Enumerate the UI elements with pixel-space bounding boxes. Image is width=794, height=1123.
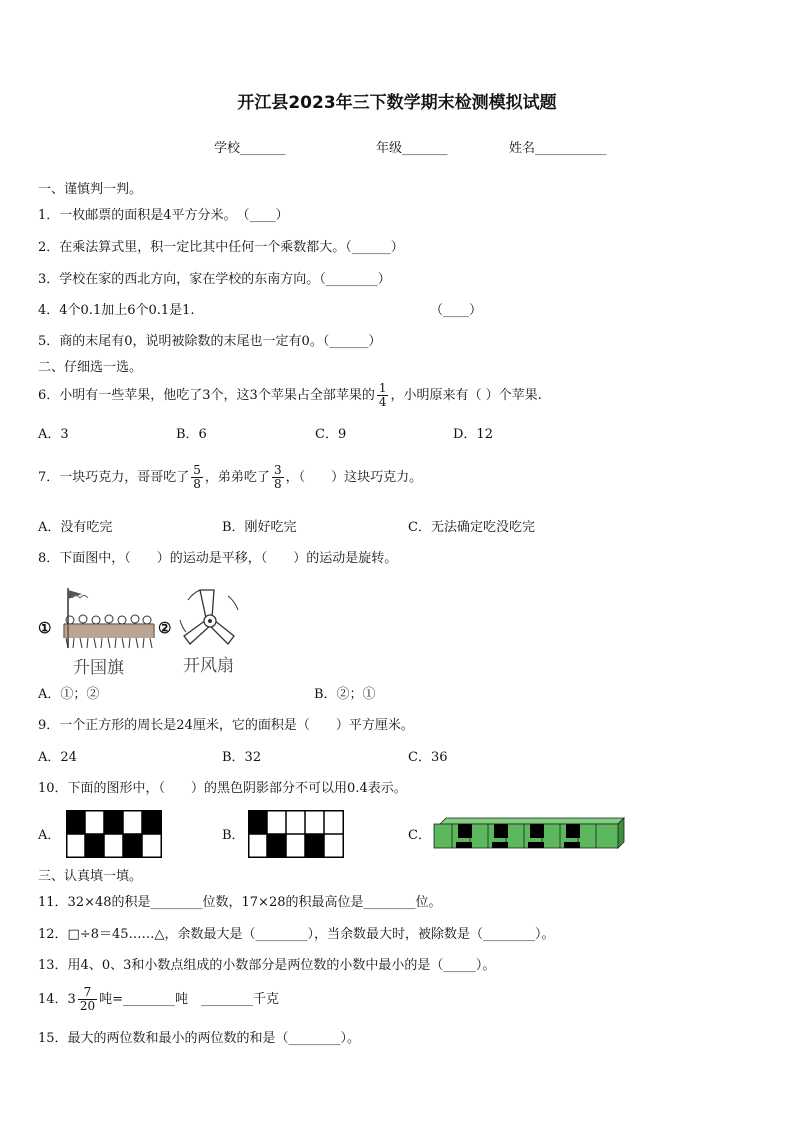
question-6-text-end: ，小明原来有（ ）个苹果.	[390, 388, 542, 403]
question-11: 11．32×48的积是________位数，17×28的积最高位是________位。	[38, 895, 442, 910]
question-7-text-mid: ，弟弟吃了	[204, 470, 270, 485]
section-3-heading: 三、认真填一填。	[38, 869, 143, 884]
question-4-blank: （____）	[430, 303, 483, 318]
option-c[interactable]: C．36	[408, 750, 448, 765]
option-b[interactable]: B．刚好吃完	[222, 520, 297, 535]
option-c[interactable]: C．9	[315, 427, 347, 442]
fan-image	[176, 584, 242, 650]
question-12: 12．□÷8＝45……△，余数最大是（________），当余数最大时，被除数是（________）。	[38, 927, 555, 942]
figure-1-caption: 升国旗	[73, 658, 124, 678]
fraction-three-eighths: $\frac{3}{8}$	[273, 463, 282, 491]
option-d[interactable]: D．12	[453, 427, 493, 442]
question-10: 10．下面的图形中，（ ）的黑色阴影部分不可以用0.4表示。	[38, 781, 407, 796]
figure-1-marker: ①	[38, 619, 52, 637]
question-3: 3．学校在家的西北方向，家在学校的东南方向。（________）	[38, 272, 391, 287]
grade-field[interactable]: 年级_______	[376, 141, 448, 156]
option-a[interactable]: A．①；②	[38, 687, 100, 702]
section-2-heading: 二、仔细选一选。	[38, 360, 143, 375]
option-b[interactable]: B．6	[176, 427, 207, 442]
question-7	[38, 464, 422, 491]
page-title: 开江县2023年三下数学期末检测模拟试题	[237, 93, 557, 113]
option-a[interactable]: A．没有吃完	[38, 520, 113, 535]
question-2: 2．在乘法算式里，积一定比其中任何一个乘数都大。（______）	[38, 240, 404, 255]
figure-2-marker: ②	[158, 619, 172, 637]
flag-raising-image	[56, 586, 156, 652]
question-8: 8．下面图中，（ ）的运动是平移，（ ）的运动是旋转。	[38, 551, 398, 566]
option-c[interactable]: C．无法确定吃没吃完	[408, 520, 535, 535]
option-b[interactable]: B．32	[222, 750, 262, 765]
option-a-grid	[66, 810, 162, 858]
question-15: 15．最大的两位数和最小的两位数的和是（________）。	[38, 1031, 361, 1046]
question-6-text: 6．小明有一些苹果，他吃了3个，这3个苹果占全部苹果的	[38, 388, 375, 403]
figure-2-caption: 开风扇	[183, 656, 234, 676]
option-a[interactable]: A．3	[38, 427, 69, 442]
school-field[interactable]: 学校_______	[214, 141, 286, 156]
option-c-bar	[434, 818, 624, 852]
option-b-grid	[248, 810, 344, 858]
question-5: 5．商的末尾有0，说明被除数的末尾也一定有0。（______）	[38, 334, 382, 349]
question-6	[38, 382, 542, 409]
option-c[interactable]: C．	[408, 828, 431, 843]
name-field[interactable]: 姓名___________	[509, 141, 607, 156]
question-13: 13．用4、0、3和小数点组成的小数部分是两位数的小数中最小的是（_____）。	[38, 958, 496, 973]
option-a[interactable]: A．	[38, 828, 61, 843]
fraction-one-quarter: $\frac{1}{4}$	[378, 381, 387, 409]
question-7-text-end: ，（ ）这块巧克力。	[285, 470, 423, 485]
section-1-heading: 一、谨慎判一判。	[38, 182, 143, 197]
question-9: 9．一个正方形的周长是24厘米，它的面积是（ ）平方厘米。	[38, 718, 414, 733]
fraction-seven-twentieths: $\frac{7}{20}$	[79, 985, 96, 1013]
question-14-text: 14．3	[38, 992, 76, 1007]
question-7-text: 7．一块巧克力，哥哥吃了	[38, 470, 190, 485]
option-b[interactable]: B．	[222, 828, 245, 843]
fraction-five-eighths: $\frac{5}{8}$	[193, 463, 201, 491]
question-4: 4．4个0.1加上6个0.1是1.	[38, 303, 195, 318]
option-a[interactable]: A．24	[38, 750, 77, 765]
option-b[interactable]: B．②；①	[314, 687, 376, 702]
question-14-text-end: 吨=________吨 ________千克	[99, 992, 280, 1007]
question-1: 1．一枚邮票的面积是4平方分米。 （____）	[38, 208, 289, 223]
question-14	[38, 986, 279, 1013]
